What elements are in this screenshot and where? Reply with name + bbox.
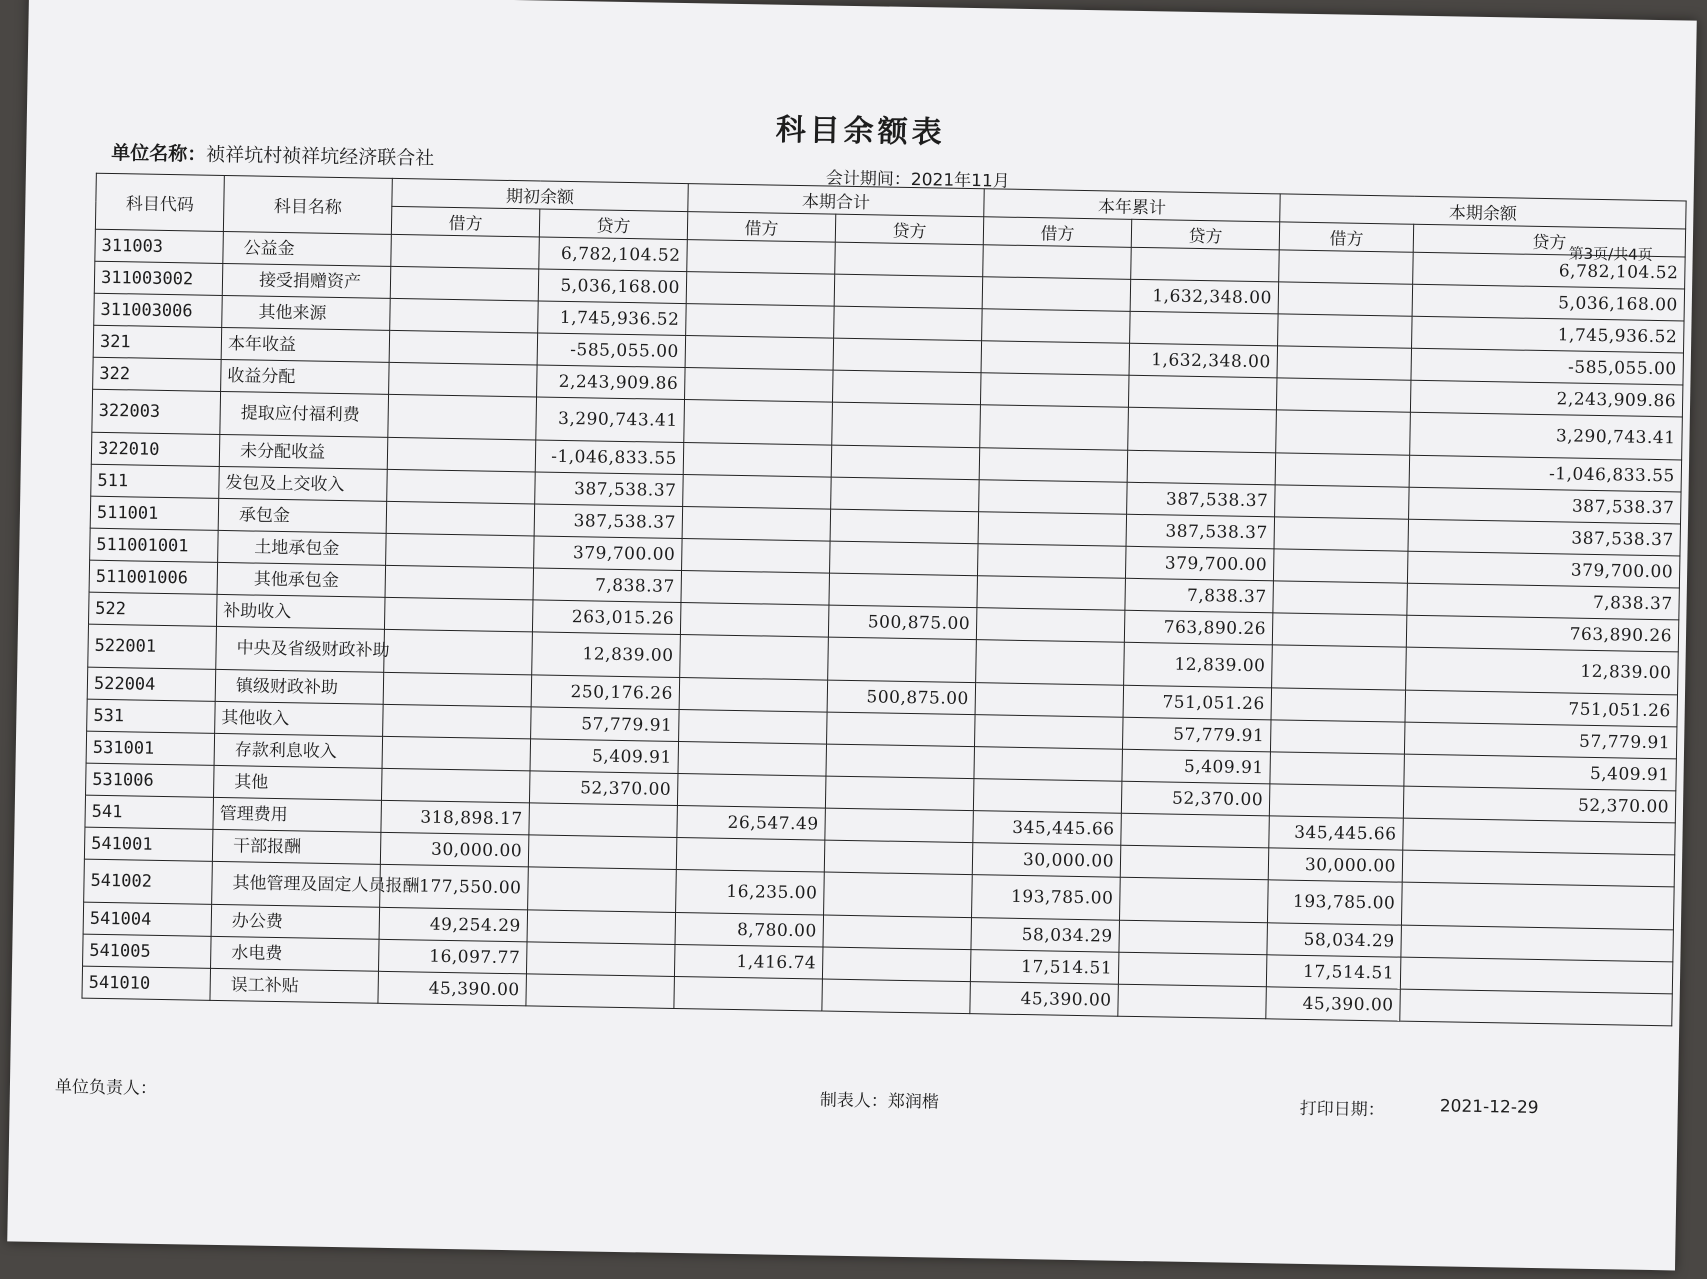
amount-y-c <box>1119 920 1268 955</box>
amount-e-d <box>1276 410 1411 455</box>
amount-e-c: 379,700.00 <box>1407 551 1680 588</box>
amount-e-c: 57,779.91 <box>1404 722 1677 759</box>
amount-e-c: 6,782,104.52 <box>1413 252 1686 289</box>
header-debit: 借方 <box>391 206 539 237</box>
header-debit: 借方 <box>983 217 1131 248</box>
print-date: 2021-12-29 <box>1439 1096 1539 1119</box>
amount-e-d: 58,034.29 <box>1267 923 1402 957</box>
amount-y-c: 57,779.91 <box>1122 717 1271 752</box>
account-name: 其他收入 <box>215 701 384 736</box>
amount-y-d <box>974 747 1123 782</box>
amount-p-d <box>679 677 828 712</box>
amount-p-d <box>686 272 835 307</box>
balance-table <box>81 173 1686 1027</box>
table-body <box>82 229 1685 1026</box>
account-name: 镇级财政补助 <box>215 669 384 704</box>
amount-ob-d <box>383 672 532 707</box>
amount-e-c: 5,036,168.00 <box>1412 284 1685 321</box>
amount-e-d: 45,390.00 <box>1266 987 1401 1021</box>
amount-p-d <box>682 507 831 542</box>
amount-p-c <box>831 477 980 512</box>
account-name: 提取应付福利费 <box>220 391 389 437</box>
amount-p-d <box>683 443 832 478</box>
amount-ob-c: 5,409.91 <box>530 739 679 774</box>
amount-p-c <box>833 338 982 373</box>
amount-p-d <box>685 368 834 403</box>
amount-p-c <box>830 541 979 576</box>
amount-y-c <box>1120 845 1269 880</box>
amount-y-c: 763,890.26 <box>1124 610 1273 645</box>
header-debit: 借方 <box>687 212 835 243</box>
amount-y-c: 7,838.37 <box>1125 578 1274 613</box>
amount-ob-c: 1,745,936.52 <box>538 301 687 336</box>
amount-p-c <box>831 445 980 480</box>
header-credit: 贷方 <box>1413 224 1685 257</box>
amount-p-c <box>822 947 971 982</box>
amount-y-d <box>975 715 1124 750</box>
header-debit: 借方 <box>1279 222 1413 252</box>
amount-e-d <box>1272 613 1407 647</box>
unit-name-line <box>111 138 434 171</box>
amount-e-c: 1,745,936.52 <box>1412 316 1685 353</box>
account-name: 存款利息收入 <box>214 733 383 768</box>
amount-ob-c: 12,839.00 <box>532 632 681 678</box>
amount-ob-d <box>386 501 535 536</box>
amount-p-c <box>835 242 984 277</box>
amount-ob-c <box>529 803 678 838</box>
amount-p-d: 26,547.49 <box>677 805 826 840</box>
amount-p-d <box>686 304 835 339</box>
amount-e-d: 17,514.51 <box>1266 955 1401 989</box>
amount-e-d <box>1275 453 1410 487</box>
header-credit: 贷方 <box>835 214 983 245</box>
header-name: 科目名称 <box>223 175 392 234</box>
report-title: 科目余额表 <box>775 112 947 151</box>
amount-e-c <box>1403 818 1676 855</box>
header-period-total: 本期合计 <box>688 184 984 217</box>
account-code: 322003 <box>92 389 221 434</box>
amount-p-c <box>826 744 975 779</box>
amount-ob-d <box>389 330 538 365</box>
preparer-label: 制表人： <box>819 1090 888 1112</box>
amount-ob-c <box>528 835 677 870</box>
account-code: 541 <box>85 795 214 829</box>
amount-e-c: 2,243,909.86 <box>1410 380 1683 417</box>
amount-ob-d <box>383 704 532 739</box>
account-code: 511 <box>91 464 220 498</box>
unit-name-label: 单位名称： <box>111 142 207 166</box>
amount-y-d <box>981 341 1130 376</box>
amount-ob-d <box>388 394 537 440</box>
amount-p-d: 1,416.74 <box>674 944 823 979</box>
amount-e-d <box>1277 346 1412 380</box>
account-name: 土地承包金 <box>218 530 387 565</box>
account-code: 522004 <box>87 667 216 701</box>
amount-ob-c: 6,782,104.52 <box>539 237 688 272</box>
amount-p-d <box>678 741 827 776</box>
amount-ob-d <box>390 266 539 301</box>
account-name: 本年收益 <box>221 327 390 362</box>
preparer <box>820 1086 939 1113</box>
amount-ob-c <box>527 910 676 945</box>
amount-e-c: 52,370.00 <box>1403 786 1676 823</box>
amount-ob-d: 49,254.29 <box>379 907 528 942</box>
amount-ob-d <box>381 768 530 803</box>
amount-p-d <box>680 635 829 681</box>
account-name: 其他来源 <box>222 295 391 330</box>
amount-e-d <box>1278 282 1413 316</box>
amount-y-d: 30,000.00 <box>972 843 1121 878</box>
amount-p-d: 8,780.00 <box>675 912 824 947</box>
amount-y-c: 387,538.37 <box>1126 514 1275 549</box>
amount-y-d: 345,445.66 <box>973 811 1122 846</box>
amount-p-c <box>832 370 981 405</box>
amount-ob-d <box>385 565 534 600</box>
preparer-name: 郑润楷 <box>887 1091 939 1113</box>
amount-ob-c <box>526 942 675 977</box>
amount-e-d <box>1274 517 1409 551</box>
amount-e-d <box>1276 378 1411 412</box>
amount-ob-d <box>387 469 536 504</box>
amount-e-d <box>1279 250 1414 284</box>
amount-p-c <box>834 274 983 309</box>
amount-p-d <box>685 336 834 371</box>
header-code: 科目代码 <box>95 173 224 231</box>
amount-e-d <box>1275 485 1410 519</box>
amount-e-d <box>1272 645 1407 690</box>
account-code: 322010 <box>91 432 220 466</box>
amount-ob-d <box>384 597 533 632</box>
amount-y-c <box>1118 952 1267 987</box>
amount-e-c: -585,055.00 <box>1411 348 1684 385</box>
amount-y-d <box>975 683 1124 718</box>
amount-y-d: 45,390.00 <box>970 982 1119 1017</box>
amount-ob-d <box>386 533 535 568</box>
amount-p-d <box>681 571 830 606</box>
account-name: 误工补贴 <box>210 968 379 1003</box>
amount-p-c: 500,875.00 <box>827 680 976 715</box>
amount-ob-d: 318,898.17 <box>381 800 530 835</box>
amount-y-c: 751,051.26 <box>1123 685 1272 720</box>
amount-y-d <box>978 512 1127 547</box>
amount-ob-c: 2,243,909.86 <box>537 365 686 400</box>
amount-ob-c: 387,538.37 <box>535 472 684 507</box>
unit-name-value: 祯祥坑村祯祥坑经济联合社 <box>206 143 435 170</box>
amount-e-c <box>1400 989 1673 1026</box>
amount-ob-c: 3,290,743.41 <box>536 397 685 443</box>
amount-ob-c: -585,055.00 <box>537 333 686 368</box>
account-name: 承包金 <box>218 498 387 533</box>
amount-y-d <box>973 779 1122 814</box>
header-credit: 贷方 <box>539 209 687 240</box>
amount-y-c: 387,538.37 <box>1127 482 1276 517</box>
amount-y-d <box>982 277 1131 312</box>
amount-e-c <box>1400 957 1673 994</box>
account-name: 其他承包金 <box>217 562 386 597</box>
amount-e-c: 12,839.00 <box>1406 647 1679 695</box>
account-name: 未分配收益 <box>219 434 388 469</box>
account-name: 中央及省级财政补助 <box>216 626 385 672</box>
amount-ob-d <box>387 437 536 472</box>
amount-e-d <box>1273 549 1408 583</box>
account-code: 531 <box>87 699 216 733</box>
amount-p-c <box>827 712 976 747</box>
account-code: 311003006 <box>94 293 223 327</box>
account-code: 311003002 <box>94 261 223 295</box>
amount-p-c: 500,875.00 <box>828 605 977 640</box>
amount-ob-d <box>382 736 531 771</box>
amount-p-d: 16,235.00 <box>676 869 825 915</box>
amount-e-c: 751,051.26 <box>1405 690 1678 727</box>
account-name: 水电费 <box>211 936 380 971</box>
account-name: 发包及上交收入 <box>219 466 388 501</box>
amount-p-c <box>822 979 971 1014</box>
amount-e-c <box>1402 850 1675 887</box>
amount-ob-c: -1,046,833.55 <box>535 440 684 475</box>
amount-y-d <box>980 405 1129 451</box>
account-code: 511001 <box>90 496 219 530</box>
account-code: 511001006 <box>89 560 218 594</box>
account-name: 办公费 <box>211 904 380 939</box>
account-name: 管理费用 <box>213 797 382 832</box>
amount-y-c: 5,409.91 <box>1122 749 1271 784</box>
account-code: 321 <box>93 325 222 359</box>
amount-e-c: 763,890.26 <box>1406 615 1679 652</box>
amount-e-c: 5,409.91 <box>1404 754 1677 791</box>
amount-p-c <box>824 840 973 875</box>
amount-p-c <box>834 306 983 341</box>
account-name: 其他 <box>213 765 382 800</box>
amount-y-c: 12,839.00 <box>1124 642 1273 688</box>
amount-y-d <box>977 544 1126 579</box>
amount-p-d <box>680 603 829 638</box>
amount-e-c: -1,046,833.55 <box>1409 455 1682 492</box>
period-label: 会计期间： <box>825 168 912 190</box>
amount-ob-d: 177,550.00 <box>380 864 529 910</box>
amount-e-c <box>1401 882 1674 930</box>
amount-ob-c: 57,779.91 <box>531 707 680 742</box>
amount-ob-d: 16,097.77 <box>378 939 527 974</box>
amount-ob-d: 30,000.00 <box>380 832 529 867</box>
amount-e-c: 387,538.37 <box>1408 519 1681 556</box>
amount-ob-c: 379,700.00 <box>534 536 683 571</box>
amount-p-c <box>823 915 972 950</box>
account-code: 311003 <box>95 229 224 263</box>
amount-e-c: 7,838.37 <box>1407 583 1680 620</box>
amount-y-d <box>979 448 1128 483</box>
header-ending-balance: 本期余额 <box>1280 194 1686 229</box>
amount-e-d: 345,445.66 <box>1269 816 1404 850</box>
amount-y-c <box>1131 247 1280 282</box>
amount-e-d <box>1270 720 1405 754</box>
account-code: 531001 <box>86 731 215 765</box>
account-name: 干部报酬 <box>212 829 381 864</box>
responsible-person: 单位负责人： <box>54 1077 158 1099</box>
amount-p-d <box>683 475 832 510</box>
amount-ob-d <box>391 234 540 269</box>
account-code: 541010 <box>82 966 211 1000</box>
amount-y-c: 379,700.00 <box>1125 546 1274 581</box>
amount-y-c <box>1121 813 1270 848</box>
amount-e-c: 387,538.37 <box>1409 487 1682 524</box>
amount-y-d <box>977 576 1126 611</box>
account-code: 541005 <box>83 934 212 968</box>
amount-e-d <box>1270 752 1405 786</box>
amount-y-d <box>983 245 1132 280</box>
amount-y-d: 17,514.51 <box>970 950 1119 985</box>
amount-p-d <box>682 539 831 574</box>
amount-p-d <box>674 976 823 1011</box>
account-code: 541004 <box>83 902 212 936</box>
amount-e-d <box>1273 581 1408 615</box>
amount-e-c: 3,290,743.41 <box>1410 412 1683 460</box>
amount-y-d <box>976 608 1125 643</box>
amount-p-c <box>830 509 979 544</box>
amount-p-d <box>676 837 825 872</box>
account-code: 522 <box>89 592 218 626</box>
header-opening-balance: 期初余额 <box>392 178 688 211</box>
amount-y-d <box>982 309 1131 344</box>
amount-y-c <box>1118 984 1267 1019</box>
amount-y-c: 1,632,348.00 <box>1129 343 1278 378</box>
account-code: 541001 <box>84 827 213 861</box>
amount-e-c <box>1401 925 1674 962</box>
amount-ob-d <box>390 298 539 333</box>
amount-p-c <box>824 872 973 918</box>
account-code: 522001 <box>88 624 217 669</box>
amount-y-c: 1,632,348.00 <box>1130 279 1279 314</box>
amount-ob-d: 45,390.00 <box>378 971 527 1006</box>
document-page <box>7 0 1697 1270</box>
amount-p-d <box>684 400 833 446</box>
amount-ob-c: 52,370.00 <box>529 771 678 806</box>
amount-p-c <box>828 637 977 683</box>
account-name: 接受捐赠资产 <box>222 263 391 298</box>
amount-y-c <box>1119 877 1268 923</box>
amount-ob-d <box>389 362 538 397</box>
account-name: 其他管理及固定人员报酬 <box>212 861 381 907</box>
amount-y-c <box>1128 375 1277 410</box>
amount-p-d <box>679 709 828 744</box>
period-value: 2021年11月 <box>910 169 1010 192</box>
amount-y-c <box>1127 450 1276 485</box>
amount-e-d <box>1278 314 1413 348</box>
amount-ob-c: 250,176.26 <box>531 675 680 710</box>
account-name: 公益金 <box>223 231 392 266</box>
account-code: 541002 <box>84 859 213 904</box>
amount-e-d: 193,785.00 <box>1267 880 1402 925</box>
amount-y-c <box>1130 311 1279 346</box>
header-credit: 贷方 <box>1131 219 1279 250</box>
amount-y-c <box>1128 407 1277 453</box>
page-number: 第3页/共4页 <box>1568 244 1653 264</box>
amount-e-d <box>1271 688 1406 722</box>
amount-ob-c <box>528 867 677 913</box>
amount-ob-c <box>526 974 675 1009</box>
account-name: 补助收入 <box>216 594 385 629</box>
amount-p-c <box>825 776 974 811</box>
amount-p-c <box>829 573 978 608</box>
amount-y-c: 52,370.00 <box>1121 781 1270 816</box>
header-year-total: 本年累计 <box>984 189 1280 222</box>
amount-e-d: 30,000.00 <box>1268 848 1403 882</box>
amount-e-d <box>1269 784 1404 818</box>
print-date-label: 打印日期： <box>1299 1098 1385 1121</box>
amount-y-d: 193,785.00 <box>972 875 1121 921</box>
amount-p-d <box>687 240 836 275</box>
amount-ob-c: 7,838.37 <box>533 568 682 603</box>
amount-ob-c: 5,036,168.00 <box>538 269 687 304</box>
amount-y-d <box>979 480 1128 515</box>
amount-ob-c: 387,538.37 <box>534 504 683 539</box>
amount-p-c <box>832 402 981 448</box>
account-code: 531006 <box>86 763 215 797</box>
amount-ob-d <box>384 629 533 675</box>
amount-y-d <box>980 373 1129 408</box>
amount-ob-c: 263,015.26 <box>532 600 681 635</box>
amount-y-d: 58,034.29 <box>971 918 1120 953</box>
account-name: 收益分配 <box>221 359 390 394</box>
amount-p-d <box>677 773 826 808</box>
amount-p-c <box>825 808 974 843</box>
account-code: 322 <box>93 357 222 391</box>
account-code: 511001001 <box>90 528 219 562</box>
amount-y-d <box>976 640 1125 686</box>
